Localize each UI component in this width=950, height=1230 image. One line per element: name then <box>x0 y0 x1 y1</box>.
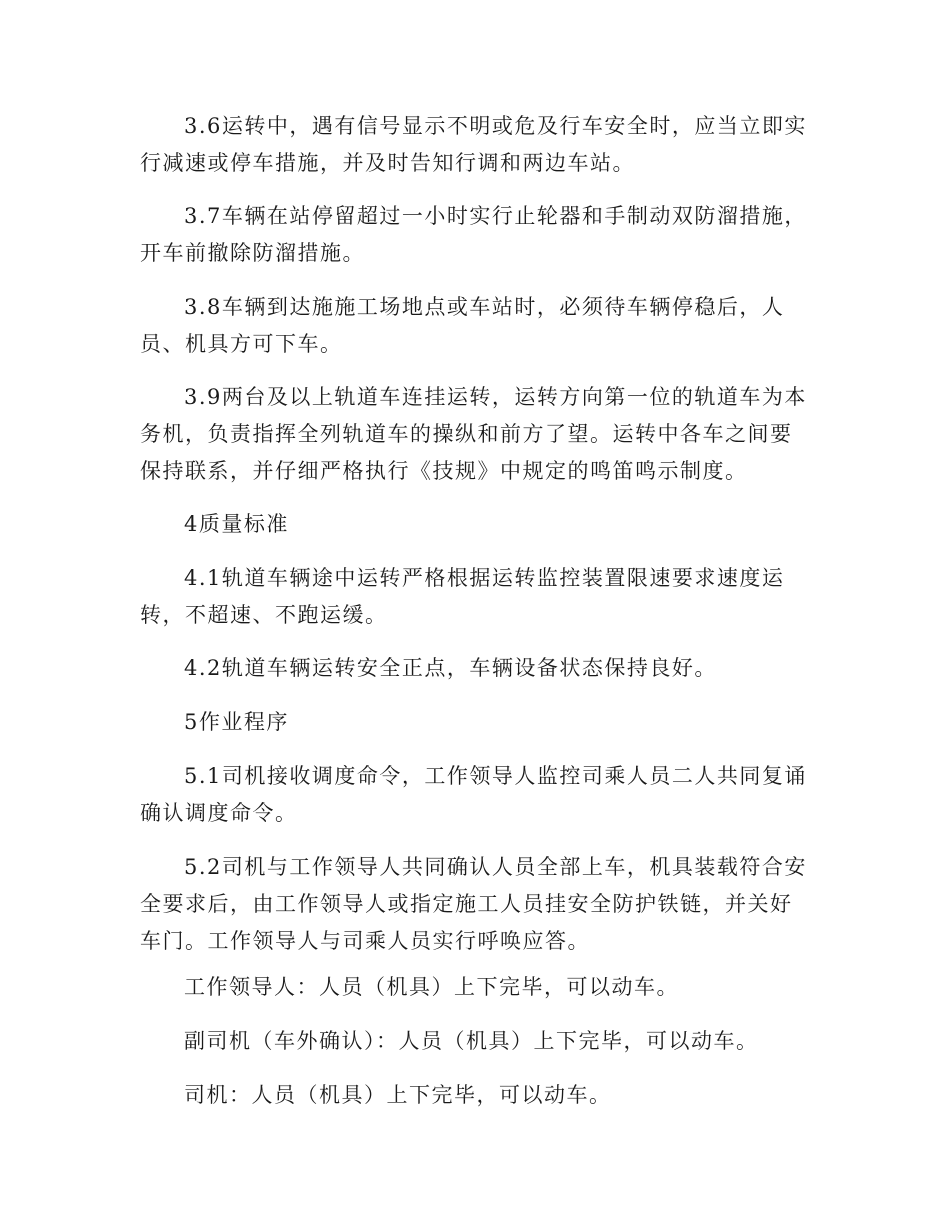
dialogue-driver: 司机：人员（机具）上下完毕，可以动车。 <box>184 1083 612 1107</box>
section-heading-5: 5作业程序 <box>184 710 289 734</box>
paragraph-5-1: 5.1司机接收调度命令，工作领导人监控司乘人员二人共同复诵确认调度命令。 <box>140 764 807 825</box>
dialogue-work-leader: 工作领导人：人员（机具）上下完毕，可以动车。 <box>184 975 679 999</box>
paragraph-5-2: 5.2司机与工作领导人共同确认人员全部上车，机具装载符合安全要求后，由工作领导人或指定施工人员挂安全防护铁链，并关好车门。工作领导人与司乘人员实行呼唤应答。 <box>140 855 807 953</box>
paragraph-3-8: 3.8车辆到达施施工场地点或车站时，必须待车辆停稳后，人员、机具方可下车。 <box>140 295 785 356</box>
paragraph-3-7: 3.7车辆在站停留超过一小时实行止轮器和手制动双防溜措施，开车前撤除防溜措施。 <box>140 204 807 265</box>
section-heading-4: 4质量标准 <box>184 512 289 536</box>
paragraph-4-2: 4.2轨道车辆运转安全正点，车辆设备状态保持良好。 <box>184 656 717 680</box>
paragraph-4-1: 4.1轨道车辆途中运转严格根据运转监控装置限速要求速度运转，不超速、不跑运缓。 <box>140 566 785 627</box>
paragraph-3-9: 3.9两台及以上轨道车连挂运转，运转方向第一位的轨道车为本务机，负责指挥全列轨道车的操纵和前方了望。运转中各车之间要保持联系，并仔细严格执行《技规》中规定的鸣笛鸣示制度。 <box>140 385 807 483</box>
dialogue-assistant-driver: 副司机（车外确认）：人员（机具）上下完毕，可以动车。 <box>184 1029 759 1053</box>
paragraph-3-6: 3.6运转中，遇有信号显示不明或危及行车安全时，应当立即实行减速或停车措施，并及时告知行调和两边车站。 <box>140 114 807 175</box>
